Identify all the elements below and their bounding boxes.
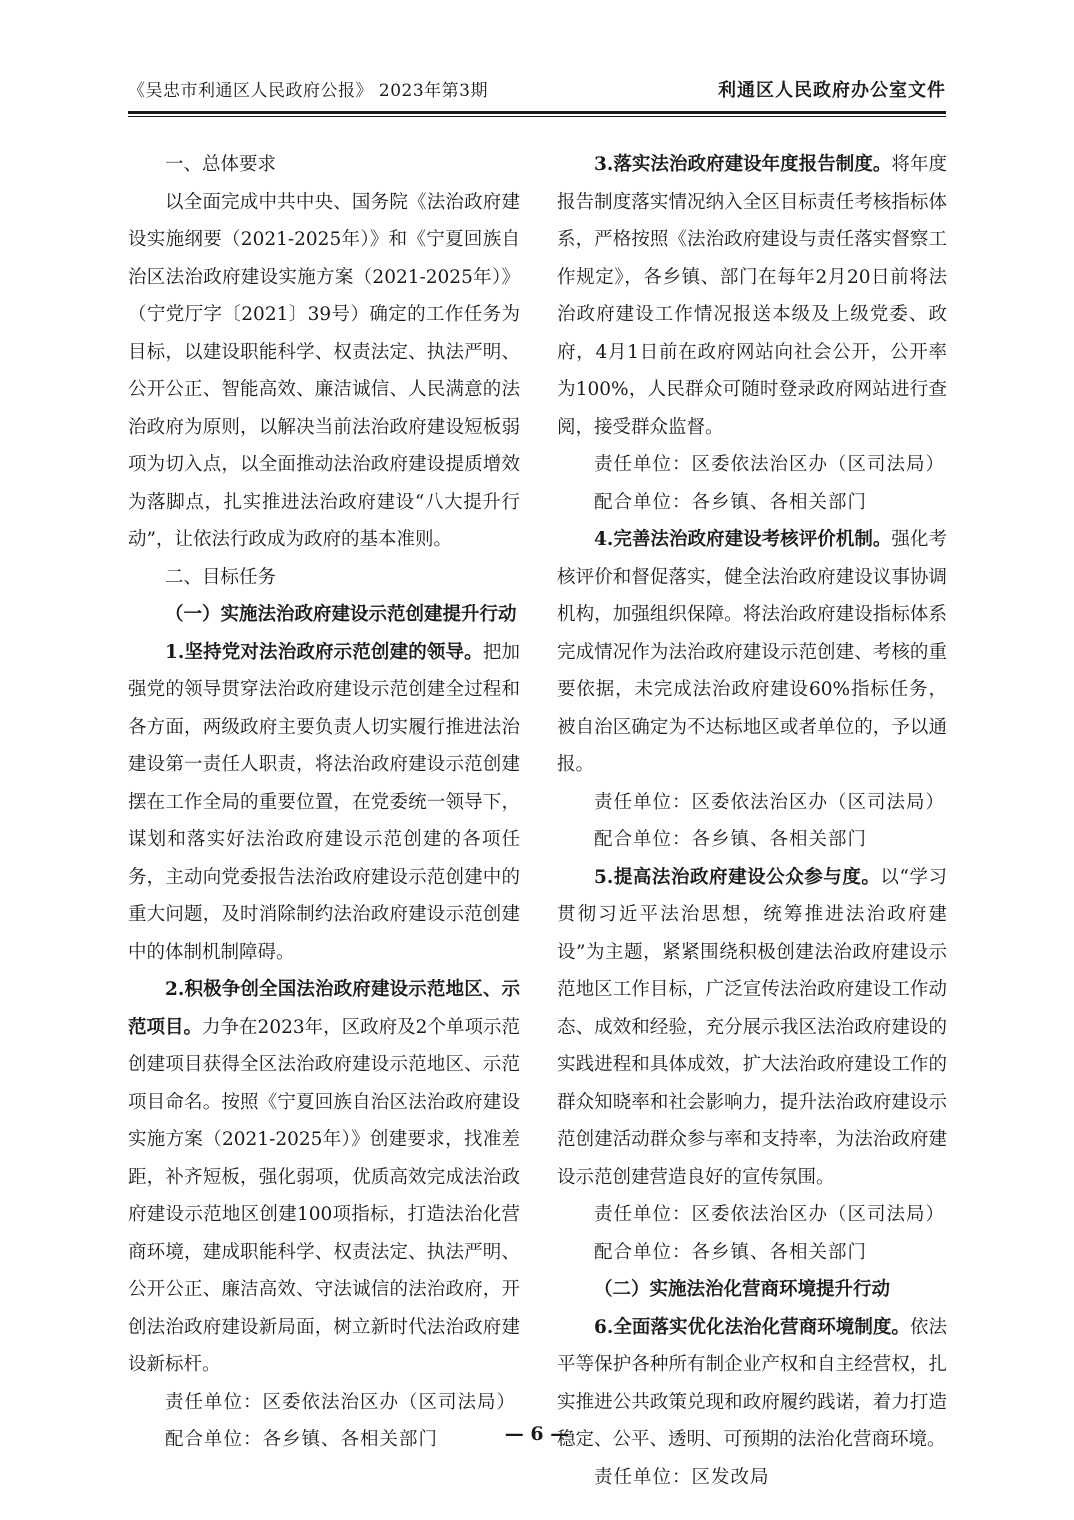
subsection-heading-2: （二）实施法治化营商环境提升行动 (594, 1279, 891, 1300)
page-number: — 6 — (504, 1423, 570, 1445)
cooperating-unit: 配合单位：各乡镇、各相关部门 (594, 1241, 868, 1263)
page-header (128, 76, 946, 110)
header-rule-thick (128, 111, 946, 114)
task-item-4 (557, 521, 947, 784)
task-item-4-body: 强化考核评价和督促落实，健全法治政府建设议事协调机构，加强组织保障。将法治政府建设指标体系完成情况作为法治政府建设示范创建、考核的重要依据，未完成法治政府建设60%指标任务，被自治区确定为不达标地区或者单位的，予以通报。 (557, 529, 947, 775)
cooperating-unit: 配合单位：各乡镇、各相关部门 (165, 1429, 439, 1450)
task-item-3-lead: 3.落实法治政府建设年度报告制度。 (594, 154, 892, 175)
task-item-6-lead: 6.全面落实优化法治化营商环境制度。 (594, 1316, 910, 1338)
task-item-3 (557, 146, 947, 446)
cooperating-unit: 配合单位：各乡镇、各相关部门 (594, 829, 868, 850)
section-heading-overall: 一、总体要求 (165, 154, 277, 175)
task-item-5 (557, 859, 947, 1197)
task-item-2 (128, 971, 520, 1384)
responsible-unit: 责任单位：区委依法治区办（区司法局） (594, 454, 946, 475)
issuing-office: 利通区人民政府办公室文件 (718, 80, 946, 101)
responsible-unit: 责任单位：区委依法治区办（区司法局） (594, 791, 946, 813)
header-rule-thin (128, 116, 946, 117)
right-column (557, 146, 947, 1496)
task-item-4-lead: 4.完善法治政府建设考核评价机制。 (594, 529, 892, 550)
cooperating-unit: 配合单位：各乡镇、各相关部门 (594, 491, 868, 513)
responsible-unit: 责任单位：区委依法治区办（区司法局） (594, 1204, 946, 1225)
left-column (128, 146, 520, 1459)
paragraph-overall: 以全面完成中共中央、国务院《法治政府建设实施纲要（2021-2025年）》和《宁夏回族自治区法治政府建设实施方案（2021-2025年）》（宁党厅字〔2021〕39号）确定的工作任务为目标，以建设职能科学、权责法定、执法严明、公开公正、智能高效、廉洁诚信、人民满意的法治政府为原则，以解决当前法治政府建设短板弱项为切入点，以全面推动法治政府建设提质增效为落脚点，扎实推进法治政府建设“八大提升行动”，让依法行政成为政府的基本准则。 (128, 191, 520, 550)
task-item-1-body: 把加强党的领导贯穿法治政府建设示范创建全过程和各方面，两级政府主要负责人切实履行推进法治建设第一责任人职责，将法治政府建设示范创建摆在工作全局的重要位置，在党委统一领导下，谋划和落实好法治政府建设示范创建的各项任务，主动向党委报告法治政府建设示范创建中的重大问题，及时消除制约法治政府建设示范创建中的体制机制障碍。 (128, 641, 520, 963)
gazette-title: 《吴忠市利通区人民政府公报》 2023年第3期 (128, 81, 488, 101)
task-item-1-lead: 1.坚持党对法治政府示范创建的领导。 (165, 641, 483, 663)
task-item-2-body: 力争在2023年，区政府及2个单项示范创建项目获得全区法治政府建设示范地区、示范项目命名。按照《宁夏回族自治区法治政府建设实施方案（2021-2025年）》创建要求，找准差距，补齐短板，强化弱项，优质高效完成法治政府建设示范地区创建100项指标，打造法治化营商环境，建成职能科学、权责法定、执法严明、公开公正、廉洁高效、守法诚信的法治政府，开创法治政府建设新局面，树立新时代法治政府建设新标杆。 (128, 1016, 520, 1375)
task-item-5-lead: 5.提高法治政府建设公众参与度。 (594, 866, 881, 888)
task-item-5-body: 以“学习贯彻习近平法治思想，统筹推进法治政府建设”为主题，紧紧围绕积极创建法治政府建设示范地区工作目标，广泛宣传法治政府建设工作动态、成效和经验，充分展示我区法治政府建设的实践进程和具体成效，扩大法治政府建设工作的群众知晓率和社会影响力，提升法治政府建设示范创建活动群众参与率和支持率，为法治政府建设示范创建营造良好的宣传氛围。 (557, 866, 947, 1188)
section-heading-tasks: 二、目标任务 (165, 566, 277, 588)
task-item-1 (128, 634, 520, 972)
task-item-3-body: 将年度报告制度落实情况纳入全区目标责任考核指标体系，严格按照《法治政府建设与责任落实督察工作规定》，各乡镇、部门在每年2月20日前将法治政府建设工作情况报送本级及上级党委、政府，4月1日前在政府网站向社会公开，公开率为100%，人民群众可随时登录政府网站进行查阅，接受群众监督。 (557, 154, 947, 438)
responsible-unit: 责任单位：区委依法治区办（区司法局） (165, 1391, 517, 1413)
task-item-2-lead: 2.积极争创全国法治政府建设示范地区、示范项目。 (128, 979, 520, 1038)
responsible-unit: 责任单位：区发改局 (594, 1466, 770, 1488)
task-item-6-body: 依法平等保护各种所有制企业产权和自主经营权，扎实推进公共政策兑现和政府履约践诺，着力打造稳定、公平、透明、可预期的法治化营商环境。 (557, 1316, 947, 1450)
subsection-heading-1: （一）实施法治政府建设示范创建提升行动 (165, 604, 517, 625)
